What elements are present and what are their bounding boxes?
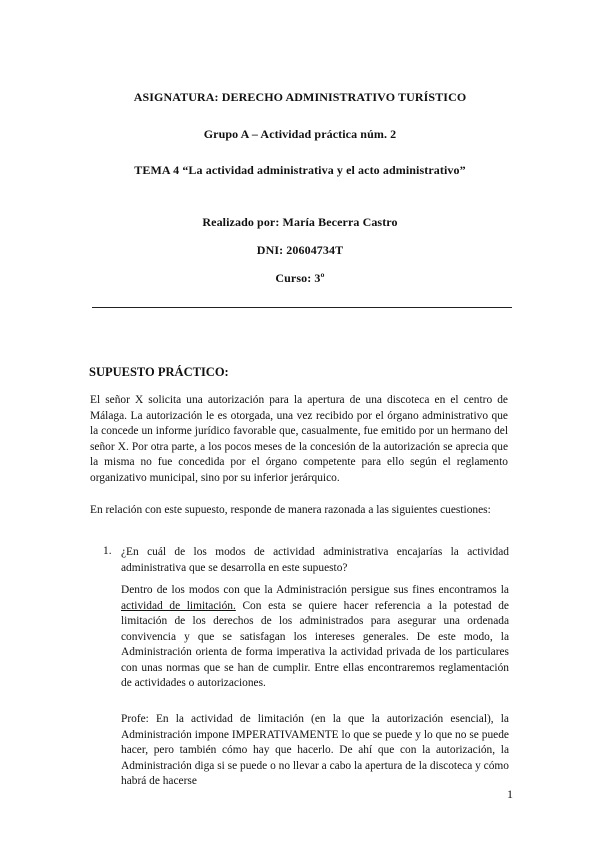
dni-line: DNI: 20604734T (256, 243, 344, 257)
profe-note: Profe: En la actividad de limitación (en la que la autorización esencial), la Administración impone IMPERATIVAMENTE lo que se puede y lo que no se puede hacer, pero también cómo hay que hacerlo. De ahí que con la autorización, la Administración diga si se puede o no llevar a cabo la apertura de la discoteca y cómo habrá de hacerse (121, 713, 509, 787)
intro-paragraph: En relación con este supuesto, responde de manera razonada a las siguientes cuestiones: (90, 504, 491, 516)
subject-heading: ASIGNATURA: DERECHO ADMINISTRATIVO TURÍSTICO (133, 90, 467, 104)
answer-paragraph (121, 583, 509, 692)
answer-text-after: Con esta se quiere hacer referencia a la potestad de limitación de los derechos de los administrados para asegurar una ordenada convivencia y que se satisfagan los intereses generales. De este modo, la Administración orienta de forma imperativa la actividad privada de los particulares con unas normas que se han de cumplir. Entre ellas encontraremos reglamentación de actividades o autorizaciones. (121, 599, 509, 689)
horizontal-divider (92, 307, 512, 308)
author-line: Realizado por: María Becerra Castro (202, 215, 398, 229)
page-number: 1 (507, 787, 513, 801)
case-paragraph: El señor X solicita una autorización para la apertura de una discoteca en el centro de Málaga. La autorización le es otorgada, una vez recibido por el órgano administrativo que la concede un informe jurídico favorable que, casualmente, fue emitido por un hermano del señor X. Por otra parte, a los pocos meses de la concesión de la autorización se aprecia que la misma no fue concedida por el órgano competente para ello según el reglamento organizativo municipal, sino por su inferior jerárquico. (90, 394, 508, 484)
course-line: Curso: 3º (275, 271, 325, 285)
topic-heading: TEMA 4 “La actividad administrativa y el acto administrativo” (134, 163, 466, 177)
section-title: SUPUESTO PRÁCTICO: (89, 365, 229, 379)
answer-underlined-term: actividad de limitación. (121, 599, 236, 612)
group-heading: Grupo A – Actividad práctica núm. 2 (203, 127, 397, 141)
answer-text-before: Dentro de los modos con que la Administración persigue sus fines encontramos la (121, 584, 509, 596)
question-text: ¿En cuál de los modos de actividad administrativa encajarías la actividad administrativa que se desarrolla en este supuesto? (121, 546, 509, 574)
question-number: 1. (103, 545, 112, 557)
